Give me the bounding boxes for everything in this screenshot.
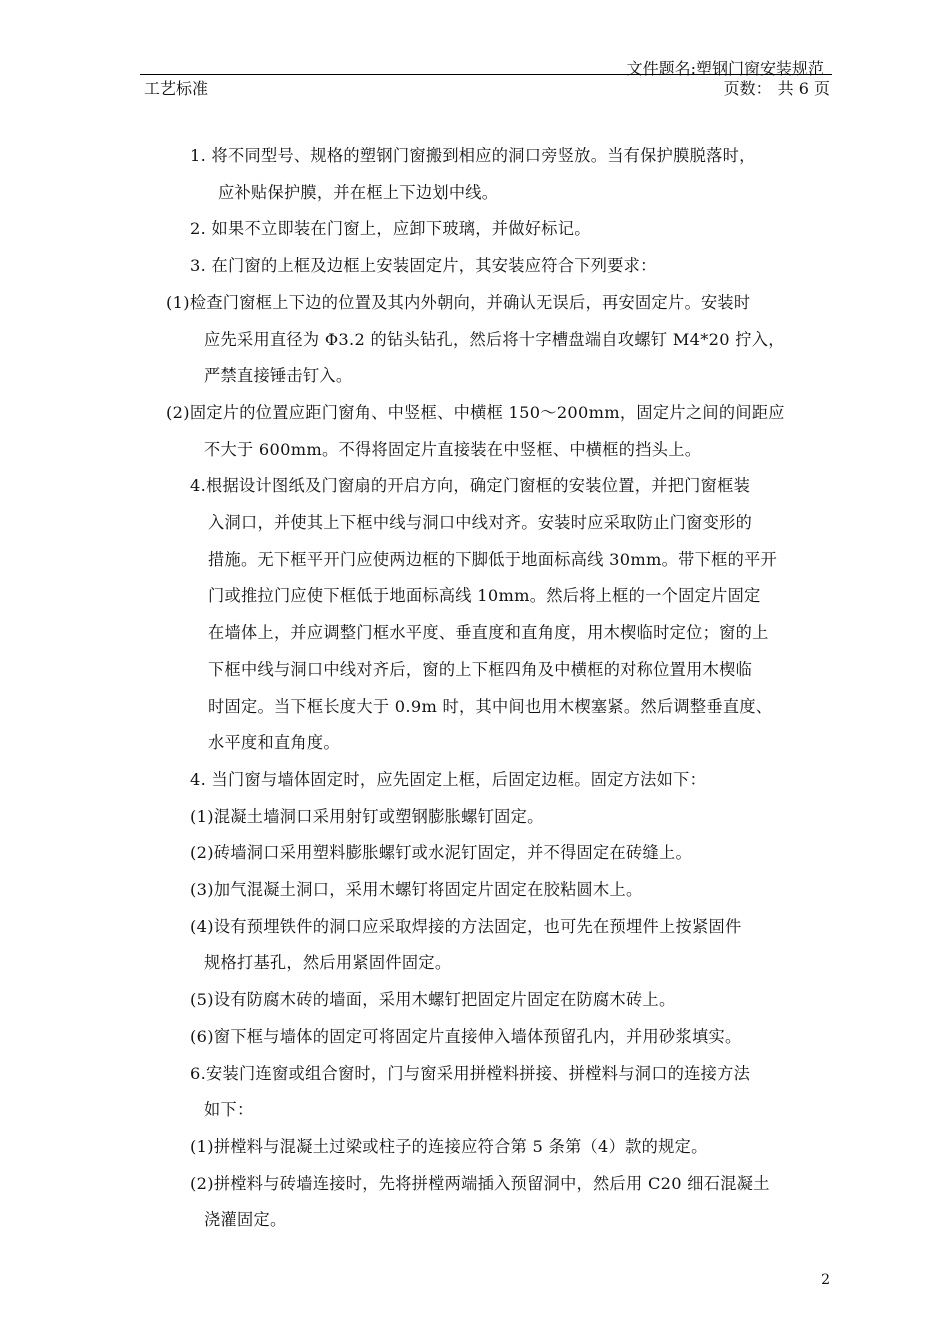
text-line: 4. 当门窗与墙体固定时，应先固定上框，后固定边框。固定方法如下： xyxy=(190,769,707,789)
text-line: (4)设有预埋铁件的洞口应采取焊接的方法固定，也可先在预埋件上按紧固件 xyxy=(190,916,742,936)
text-line: 浇灌固定。 xyxy=(204,1210,287,1230)
text-line: (1)混凝土墙洞口采用射钉或塑钢膨胀螺钉固定。 xyxy=(190,806,544,826)
text-line: 水平度和直角度。 xyxy=(208,733,340,753)
text-line: (2)拼樘料与砖墙连接时，先将拼樘两端插入预留洞中，然后用 C20 细石混凝土 xyxy=(190,1173,770,1193)
text-line: 门或推拉门应使下框低于地面标高线 10mm。然后将上框的一个固定片固定 xyxy=(208,586,761,606)
text-line: (1)检查门窗框上下边的位置及其内外朝向，并确认无误后，再安固定片。安装时 xyxy=(166,292,751,312)
text-line: 3. 在门窗的上框及边框上安装固定片，其安装应符合下列要求： xyxy=(190,256,657,276)
text-line: (3)加气混凝土洞口，采用木螺钉将固定片固定在胶粘圆木上。 xyxy=(190,880,643,899)
text-line: 应补贴保护膜，并在框上下边划中线。 xyxy=(218,182,499,202)
text-line: 严禁直接锤击钉入。 xyxy=(204,366,353,386)
text-line: 不大于 600mm。不得将固定片直接装在中竖框、中横框的挡头上。 xyxy=(204,439,702,459)
text-line: 应先采用直径为 Φ3.2 的钻头钻孔，然后将十字槽盘端自攻螺钉 M4*20 拧入， xyxy=(204,329,785,349)
text-line: 1. 将不同型号、规格的塑钢门窗搬到相应的洞口旁竖放。当有保护膜脱落时， xyxy=(190,146,756,165)
header-category: 工艺标准 xyxy=(144,79,209,98)
text-line: 6.安装门连窗或组合窗时，门与窗采用拼樘料拼接、拼樘料与洞口的连接方法 xyxy=(190,1063,751,1083)
header-pages-label: 页数： xyxy=(723,79,772,98)
header-rule xyxy=(140,74,832,75)
text-line: (5)设有防腐木砖的墙面，采用木螺钉把固定片固定在防腐木砖上。 xyxy=(190,990,676,1010)
text-line: (6)窗下框与墙体的固定可将固定片直接伸入墙体预留孔内，并用砂浆填实。 xyxy=(190,1026,742,1046)
header-page-count xyxy=(718,76,830,99)
text-line: 规格打基孔，然后用紧固件固定。 xyxy=(204,953,452,973)
text-line: 4.根据设计图纸及门窗扇的开启方向，确定门窗框的安装位置，并把门窗框装 xyxy=(190,476,751,496)
text-line: (1)拼樘料与混凝土过梁或柱子的连接应符合第 5 条第（4）款的规定。 xyxy=(190,1136,708,1156)
text-line: 时固定。当下框长度大于 0.9m 时，其中间也用木楔塞紧。然后调整垂直度、 xyxy=(208,696,773,716)
text-line: (2)固定片的位置应距门窗角、中竖框、中横框 150～200mm，固定片之间的间距应 xyxy=(166,402,785,422)
text-line: 入洞口，并使其上下框中线与洞口中线对齐。安装时应采取防止门窗变形的 xyxy=(208,513,753,532)
text-line: 2. 如果不立即装在门窗上，应卸下玻璃，并做好标记。 xyxy=(190,219,591,239)
text-line: 下框中线与洞口中线对齐后，窗的上下框四角及中横框的对称位置用木楔临 xyxy=(208,659,753,679)
text-line: 在墙体上，并应调整门框水平度、垂直度和直角度，用木楔临时定位；窗的上 xyxy=(208,623,769,643)
header-doc-title: 文件题名:塑钢门窗安装规范 xyxy=(626,59,824,78)
text-line: 如下： xyxy=(204,1100,254,1120)
header-pages-value: 共 6 页 xyxy=(777,79,830,98)
page-number: 2 xyxy=(821,1272,830,1288)
text-line: 措施。无下框平开门应使两边框的下脚低于地面标高线 30mm。带下框的平开 xyxy=(208,549,778,569)
text-line: (2)砖墙洞口采用塑料膨胀螺钉或水泥钉固定，并不得固定在砖缝上。 xyxy=(190,843,692,863)
